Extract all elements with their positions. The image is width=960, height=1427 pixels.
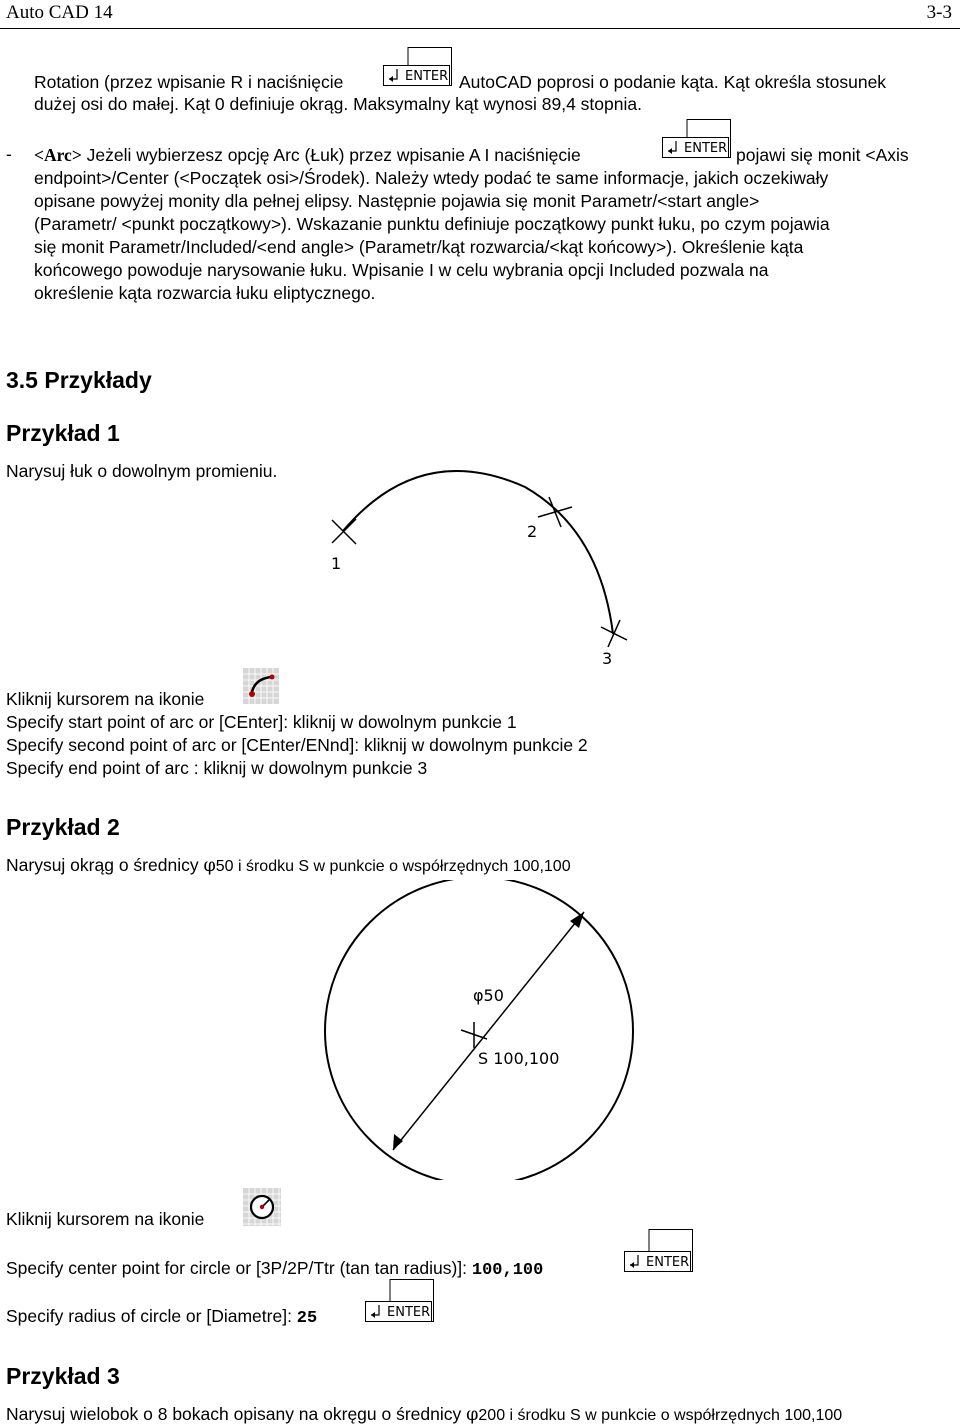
intro-line-3a <box>34 144 581 166</box>
point-1-label: 1 <box>331 554 342 573</box>
header-title: Auto CAD 14 <box>6 2 113 23</box>
point-1-marker <box>332 519 356 544</box>
intro-line-2: dużej osi do małej. Kąt 0 definiuje okrąg. Maksymalny kąt wynosi 89,4 stopnia. <box>34 94 642 114</box>
example-1-task: Narysuj łuk o dowolnym promieniu. <box>6 461 278 481</box>
intro-line-1a: Rotation (przez wpisanie R i naciśnięcie <box>34 72 344 92</box>
example-2-task-a: Narysuj okrąg o średnicy <box>6 855 204 875</box>
diameter-label: φ50 <box>473 986 504 1005</box>
page-number: 3-3 <box>926 2 952 23</box>
diameter-arrow-top <box>570 912 584 928</box>
enter-key-label: ENTER <box>405 69 449 84</box>
example-3-title: Przykład 3 <box>6 1363 120 1389</box>
bullet-dash: - <box>6 144 12 164</box>
enter-key-icon <box>624 1229 694 1269</box>
intro-line-5: opisane powyżej monity dla pełnej elipsy. Następnie pojawia się monit Parametr/<start angle> <box>34 191 760 211</box>
example-1-step-3: Specify end point of arc : kliknij w dowolnym punkcie 3 <box>6 758 428 778</box>
diameter-arrow-bottom <box>393 1134 403 1150</box>
example-2-step-2-text: Specify radius of circle or [Diametre]: <box>6 1306 297 1326</box>
circle-tool-icon <box>243 1188 281 1226</box>
intro-line-7: się monit Parametr/Included/<end angle> (Parametr/kąt rozwarcia/<kąt końcowy>). Określenie kąta <box>34 237 804 257</box>
phi-symbol: φ <box>466 1405 479 1425</box>
point-2-label: 2 <box>527 522 538 541</box>
enter-key-label: ENTER <box>387 1305 431 1320</box>
example-2-title: Przykład 2 <box>6 814 120 840</box>
example-1-step-2: Specify second point of arc or [CEnter/ENnd]: kliknij w dowolnym punkcie 2 <box>6 735 588 755</box>
intro-line-9: określenie kąta rozwarcia łuku eliptycznego. <box>34 283 376 303</box>
point-3-label: 3 <box>602 649 613 668</box>
enter-key-icon <box>662 119 732 159</box>
point-3-marker <box>601 620 627 647</box>
intro-line-3b: pojawi się monit <Axis <box>736 145 909 165</box>
phi-symbol: φ <box>203 856 216 876</box>
center-marker <box>461 1022 487 1048</box>
arc-diagram <box>300 470 660 680</box>
arc-option-tag: <Arc> <box>34 145 82 165</box>
circle-shape <box>325 880 633 1180</box>
center-label: S 100,100 <box>478 1049 560 1068</box>
arc-tool-icon <box>243 668 279 704</box>
example-3-task-b: 200 i środku S w punkcie o współrzędnych 100,100 <box>478 1407 843 1424</box>
example-2-click-icon-text: Kliknij kursorem na ikonie <box>6 1209 205 1229</box>
example-2-step-1-text: Specify center point for circle or [3P/2P/Ttr (tan tan radius)]: <box>6 1258 472 1278</box>
center-input-value: 100,100 <box>471 1261 544 1280</box>
diameter-line <box>393 912 584 1150</box>
example-1-step-1: Specify start point of arc or [CEnter]: kliknij w dowolnym punkcie 1 <box>6 712 517 732</box>
radius-input-value: 25 <box>296 1309 318 1328</box>
intro-line-1b: AutoCAD poprosi o podanie kąta. Kąt określa stosunek <box>459 72 887 92</box>
enter-key-icon <box>383 47 453 87</box>
example-2-task-b: 50 i środku S w punkcie o współrzędnych 100,100 <box>215 858 571 875</box>
enter-key-label: ENTER <box>684 141 728 156</box>
example-2-step-2 <box>6 1305 317 1330</box>
enter-key-label: ENTER <box>646 1255 690 1270</box>
section-heading: 3.5 Przykłady <box>6 367 152 393</box>
example-1-title: Przykład 1 <box>6 420 120 446</box>
example-1-click-icon-text: Kliknij kursorem na ikonie <box>6 689 205 709</box>
example-2-task <box>6 854 571 878</box>
intro-line-4: endpoint>/Center (<Początek osi>/Środek). Należy wtedy podać te same informacje, jakich oczekiwały <box>34 168 829 188</box>
intro-line-8: końcowego powoduje narysowanie łuku. Wpisanie I w celu wybrania opcji Included pozwala na <box>34 260 769 280</box>
example-2-step-1 <box>6 1257 543 1282</box>
arc-curve <box>343 471 613 634</box>
circle-diagram <box>320 880 640 1180</box>
intro-line-3a-text: Jeżeli wybierzesz opcję Arc (Łuk) przez wpisanie A I naciśnięcie <box>81 145 581 165</box>
example-3-task <box>6 1403 842 1427</box>
header-rule <box>0 28 960 29</box>
intro-line-6: (Parametr/ <punkt początkowy>). Wskazanie punktu definiuje początkowy punkt łuku, po czym pojawia <box>34 214 830 234</box>
example-3-task-a: Narysuj wielobok o 8 bokach opisany na okręgu o średnicy <box>6 1404 467 1424</box>
enter-key-icon <box>365 1279 435 1319</box>
